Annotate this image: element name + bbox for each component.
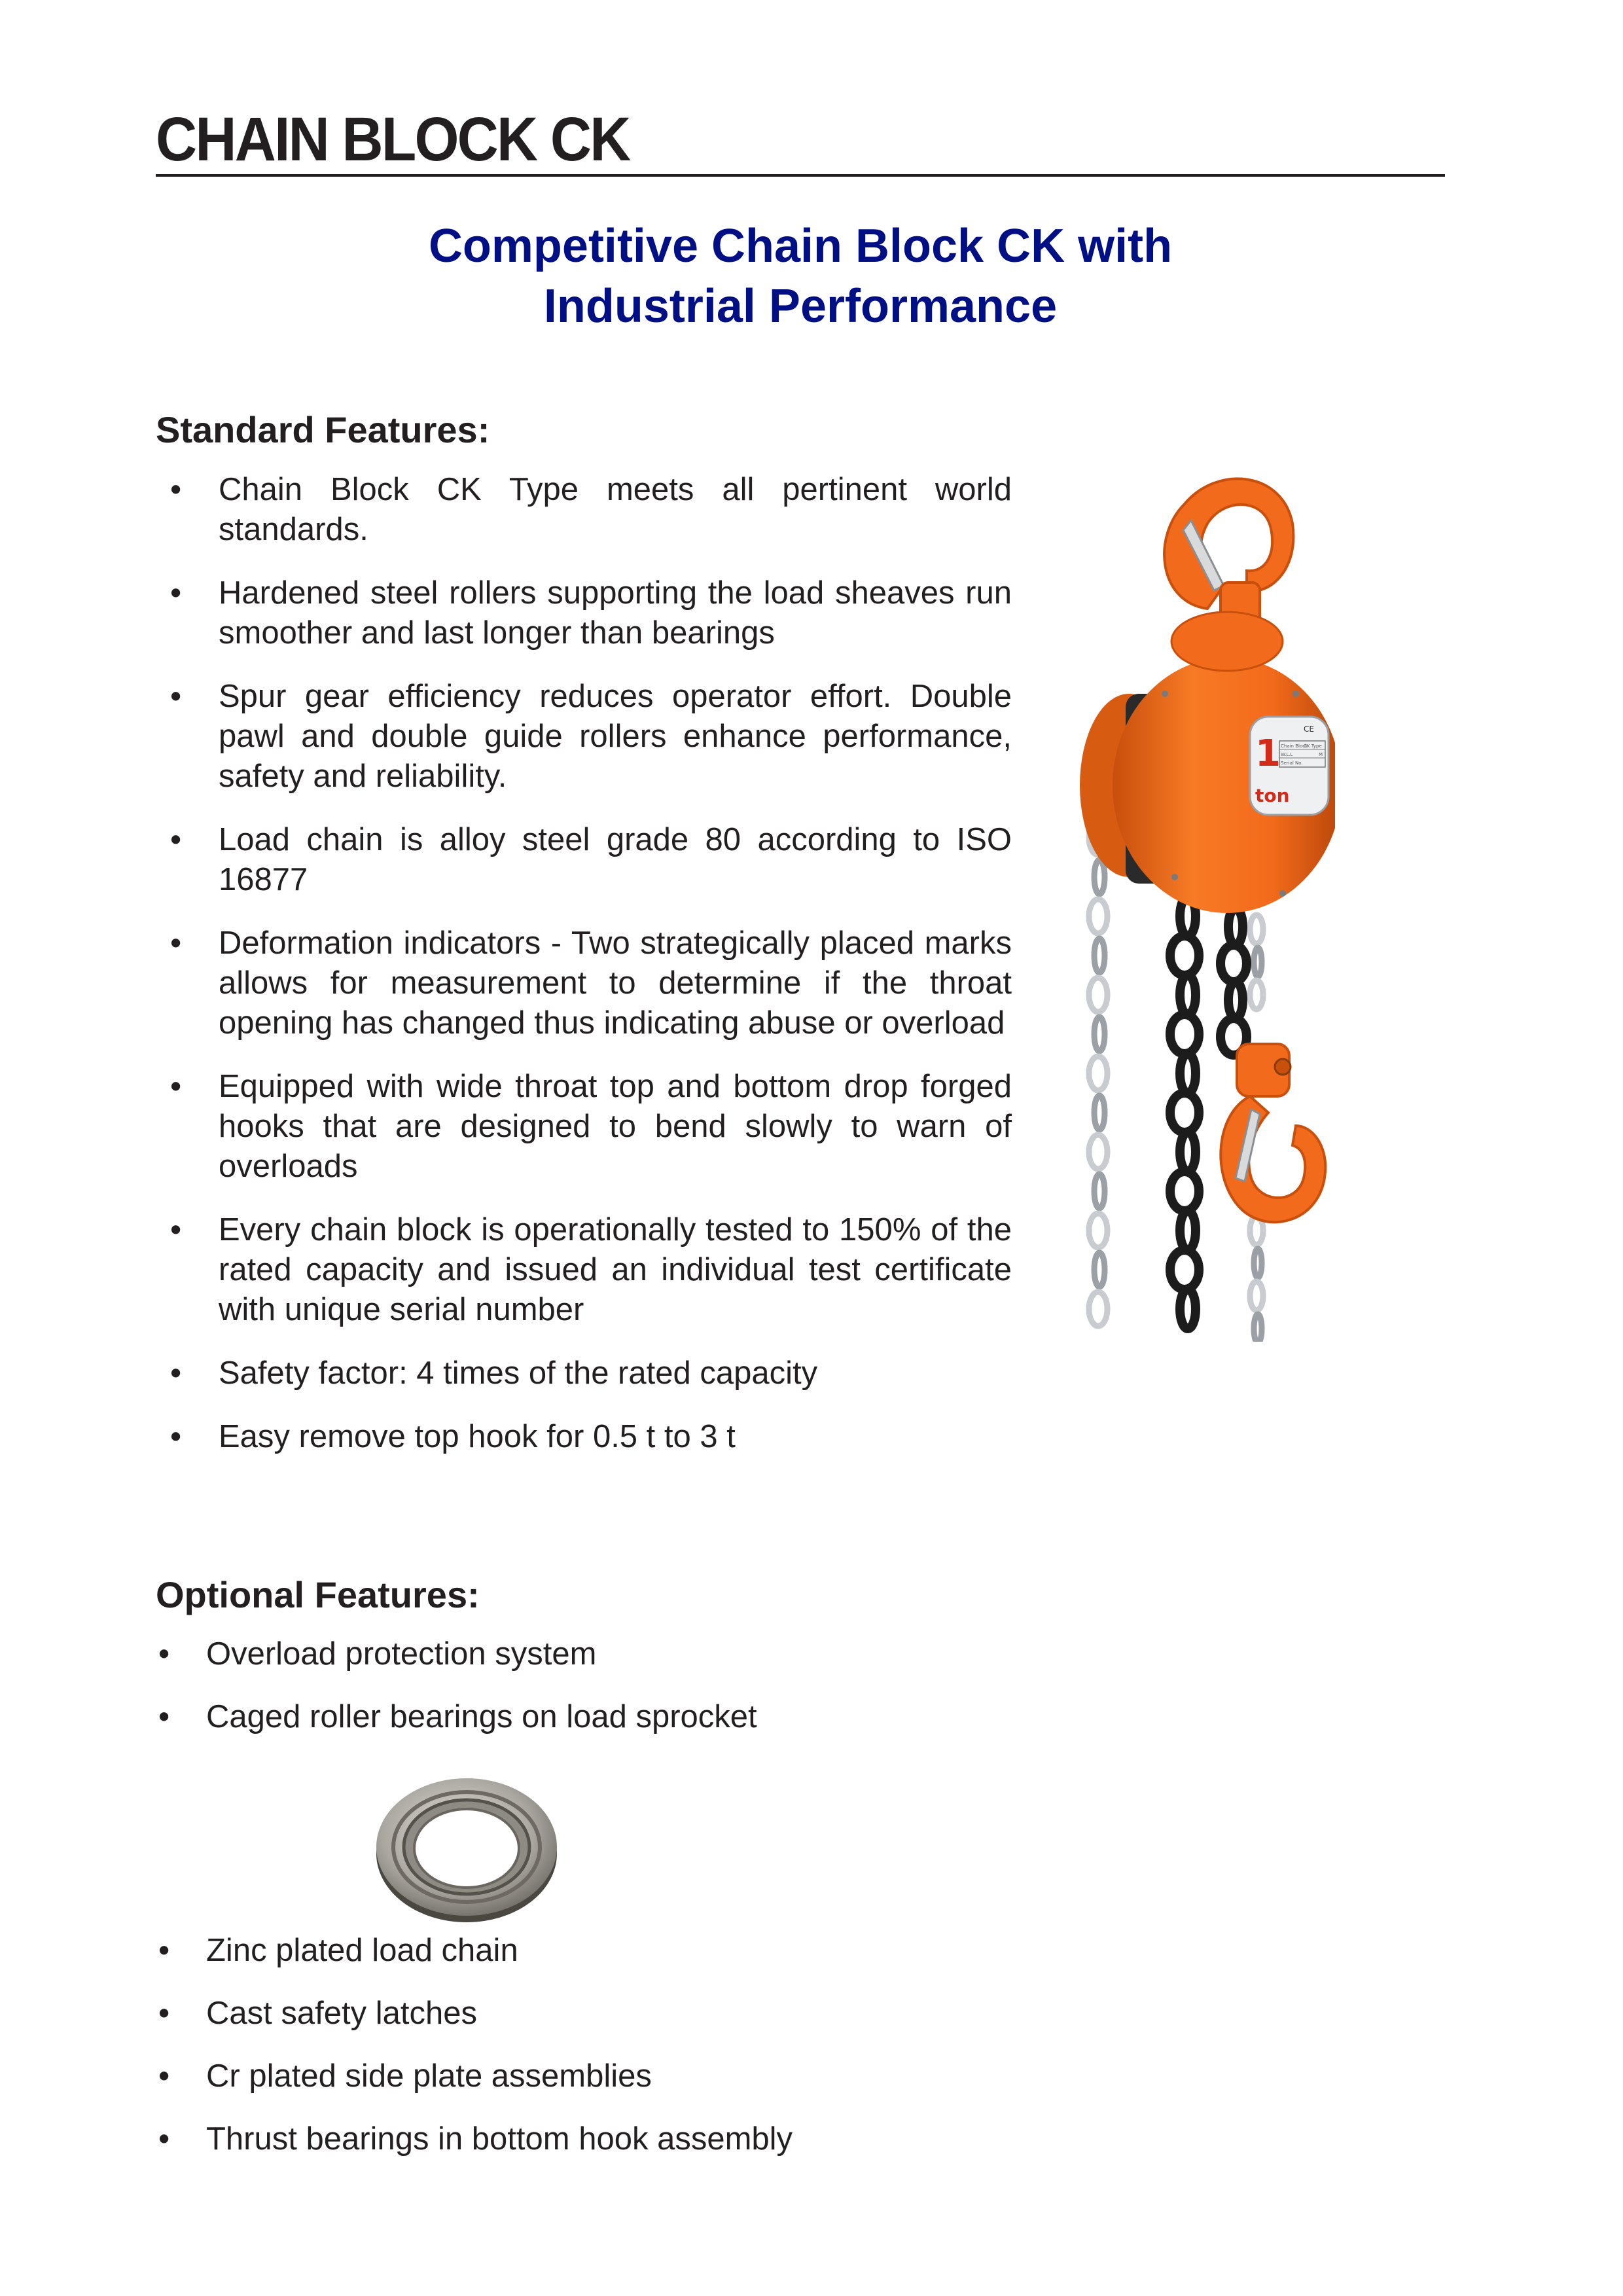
list-item: [156, 1697, 1072, 1737]
plate-label-serial: Serial No.: [1281, 761, 1303, 766]
list-item-text: Overload protection system: [206, 1636, 597, 1672]
bullet: •: [158, 2121, 170, 2157]
list-item: [156, 1354, 1012, 1393]
list-item-text: Easy remove top hook for 0.5 t to 3 t: [219, 1419, 736, 1454]
list-item: [156, 1417, 1012, 1457]
list-item: [156, 1931, 1072, 1971]
bullet: •: [158, 1933, 170, 1968]
optional-features-heading: Optional Features:: [156, 1574, 480, 1615]
list-item: [156, 1634, 1072, 1674]
subtitle-line-1: Competitive Chain Block CK with: [428, 220, 1173, 272]
bullet: •: [170, 925, 182, 961]
hoist-body: [1080, 612, 1335, 913]
list-item-text: Zinc plated load chain: [206, 1933, 518, 1968]
list-item: [156, 1210, 1012, 1330]
bullet: •: [158, 1996, 170, 2031]
bullet: •: [170, 1355, 182, 1391]
list-item-text: Thrust bearings in bottom hook assembly: [206, 2121, 793, 2157]
bullet: •: [158, 1699, 170, 1734]
chain-block-product-image: [1060, 419, 1335, 1342]
title-divider: [156, 174, 1445, 177]
list-item-text: Equipped with wide throat top and bottom drop forged hooks that are designed to bend slowly to warn of overloads: [219, 1069, 1012, 1184]
bullet: •: [170, 575, 182, 611]
list-item-text: Chain Block CK Type meets all pertinent world standards.: [219, 472, 1012, 547]
bullet: •: [170, 822, 182, 857]
bullet: •: [170, 1212, 182, 1247]
top-hook: [1164, 478, 1293, 628]
list-item: [156, 820, 1012, 900]
capacity-unit: ton: [1255, 785, 1290, 806]
subtitle-line-2: Industrial Performance: [543, 280, 1058, 332]
list-item: [156, 2056, 1072, 2096]
page-subtitle: [156, 216, 1445, 336]
standard-features-list: [156, 470, 1012, 1480]
list-item-text: Caged roller bearings on load sprocket: [206, 1699, 757, 1734]
capacity-number: 1: [1255, 732, 1281, 775]
list-item-text: Load chain is alloy steel grade 80 according to ISO 16877: [219, 822, 1012, 897]
list-item-text: Cr plated side plate assemblies: [206, 2058, 652, 2094]
roller-bearing-image: [370, 1767, 563, 1928]
standard-features-heading: Standard Features:: [156, 409, 490, 450]
list-item: [156, 1994, 1072, 2034]
list-item: [156, 924, 1012, 1043]
list-item: [156, 573, 1012, 653]
list-item-text: Cast safety latches: [206, 1996, 477, 2031]
plate-label-type: CK Type: [1304, 744, 1322, 749]
optional-features-list: [156, 1634, 1072, 1760]
bullet: •: [158, 1636, 170, 1672]
ce-mark: CE: [1304, 725, 1314, 734]
bullet: •: [158, 2058, 170, 2094]
list-item-text: Every chain block is operationally tested to 150% of the rated capacity and issued an individual test certificate with unique serial number: [219, 1212, 1012, 1327]
bullet: •: [170, 1419, 182, 1454]
plate-label-m: M: [1319, 752, 1323, 757]
bullet: •: [170, 1069, 182, 1104]
list-item: [156, 2119, 1072, 2159]
bullet: •: [170, 472, 182, 507]
bottom-hook: [1221, 1044, 1325, 1222]
plate-label-wll: W.L.L: [1281, 752, 1293, 757]
list-item-text: Deformation indicators - Two strategically placed marks allows for measurement to determine if the throat opening has changed thus indicating abuse or overload: [219, 925, 1012, 1041]
list-item: [156, 1067, 1012, 1187]
bullet: •: [170, 679, 182, 714]
list-item: [156, 470, 1012, 550]
load-chain: [1170, 857, 1247, 1329]
list-item: [156, 677, 1012, 797]
plate-label-chain-block: Chain Block: [1281, 744, 1308, 749]
list-item-text: Spur gear efficiency reduces operator effort. Double pawl and double guide rollers enhance performance, safety and reliability.: [219, 679, 1012, 794]
optional-features-list-continued: [156, 1931, 1072, 2182]
list-item-text: Safety factor: 4 times of the rated capacity: [219, 1355, 818, 1391]
list-item-text: Hardened steel rollers supporting the load sheaves run smoother and last longer than bearings: [219, 575, 1012, 651]
page-title: CHAIN BLOCK CK: [156, 105, 630, 174]
